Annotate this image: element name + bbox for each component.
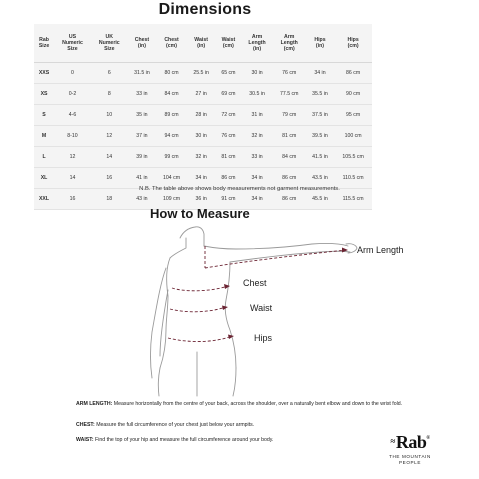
- column-header-line: (cm): [166, 43, 177, 49]
- table-cell: 16: [54, 189, 91, 210]
- how-to-measure-title: How to Measure: [150, 206, 250, 221]
- dimensions-title: Dimensions: [158, 1, 252, 18]
- size-cell: S: [34, 105, 54, 126]
- table-cell: 100 cm: [334, 126, 372, 147]
- table-cell: 28 in: [187, 105, 215, 126]
- instruction-waist: [76, 437, 406, 444]
- table-cell: 12: [54, 147, 91, 168]
- hips-measure-line: [168, 336, 232, 342]
- table-cell: 104 cm: [156, 168, 187, 189]
- rab-tagline: [368, 454, 452, 465]
- table-cell: 6: [91, 63, 128, 84]
- size-cell: M: [34, 126, 54, 147]
- instruction-arm-length-term: ARM LENGTH:: [76, 401, 113, 407]
- table-cell: 86 cm: [273, 189, 306, 210]
- table-cell: 14: [54, 168, 91, 189]
- column-header-line: Chest: [164, 36, 179, 43]
- column-header-line: Numeric: [98, 39, 120, 46]
- table-cell: 18: [91, 189, 128, 210]
- table-cell: 90 cm: [334, 84, 372, 105]
- column-header-line: (in): [197, 43, 206, 49]
- waist-label: Waist: [250, 303, 273, 313]
- table-cell: 41.5 in: [306, 147, 334, 168]
- table-cell: 86 cm: [215, 168, 241, 189]
- column-header-line: UK: [105, 33, 114, 40]
- column-header-line: Hips: [314, 36, 326, 43]
- table-cell: 80 cm: [156, 63, 187, 84]
- table-cell: 34 in: [241, 168, 272, 189]
- column-header-line: (cm): [347, 43, 359, 49]
- instruction-waist-text: Find the top of your hip and measure the full circumference around your body.: [95, 437, 274, 443]
- table-cell: 43.5 in: [306, 168, 334, 189]
- column-header-line: (cm): [222, 43, 234, 49]
- table-cell: 34 in: [306, 63, 334, 84]
- rab-wordmark-text: Rab: [395, 432, 427, 452]
- table-cell: 27 in: [187, 84, 215, 105]
- instruction-chest: [76, 422, 406, 429]
- rab-logo: [368, 432, 452, 465]
- table-cell: 76 cm: [273, 63, 306, 84]
- arm-length-measure-line: [205, 246, 346, 268]
- table-cell: 16: [91, 168, 128, 189]
- table-cell: 72 cm: [215, 105, 241, 126]
- instruction-arm-length: [76, 401, 406, 408]
- table-cell: 35.5 in: [306, 84, 334, 105]
- table-cell: 77.5 cm: [273, 84, 306, 105]
- arm-length-label: Arm Length: [357, 245, 404, 255]
- figure-torso-left: [160, 258, 170, 368]
- table-cell: 69 cm: [215, 84, 241, 105]
- column-header-line: Arm: [251, 33, 263, 40]
- table-cell: 89 cm: [156, 105, 187, 126]
- column-header-line: Hips: [347, 36, 359, 43]
- table-cell: 10: [91, 105, 128, 126]
- column-header-line: Size: [104, 46, 115, 53]
- table-cell: 0-2: [54, 84, 91, 105]
- table-cell: 105.5 cm: [334, 147, 372, 168]
- column-header-line: (in): [315, 43, 324, 49]
- table-cell: 41 in: [128, 168, 156, 189]
- table-cell: 0: [54, 63, 91, 84]
- table-cell: 110.5 cm: [334, 168, 372, 189]
- table-cell: 81 cm: [273, 126, 306, 147]
- table-cell: 14: [91, 147, 128, 168]
- size-cell: L: [34, 147, 54, 168]
- table-cell: 8: [91, 84, 128, 105]
- table-cell: 34 in: [241, 189, 272, 210]
- rab-wordmark: [368, 432, 452, 453]
- figure-torso-right: [225, 262, 236, 368]
- table-cell: 36 in: [187, 189, 215, 210]
- table-cell: 94 cm: [156, 126, 187, 147]
- table-cell: 86 cm: [334, 63, 372, 84]
- column-header-line: US: [68, 33, 77, 40]
- column-header-line: Size: [38, 43, 50, 49]
- table-cell: 81 cm: [215, 147, 241, 168]
- table-cell: 39.5 in: [306, 126, 334, 147]
- table-cell: 34 in: [187, 168, 215, 189]
- table-cell: 31.5 in: [128, 63, 156, 84]
- table-cell: 33 in: [241, 147, 272, 168]
- figure-left-arm-outer: [151, 268, 167, 378]
- table-cell: 31 in: [241, 105, 272, 126]
- table-cell: 4-6: [54, 105, 91, 126]
- column-header-line: Length: [248, 39, 266, 46]
- table-cell: 39 in: [128, 147, 156, 168]
- column-header-line: Numeric: [62, 39, 83, 46]
- column-header-line: Chest: [134, 36, 150, 43]
- table-cell: 30 in: [241, 63, 272, 84]
- table-cell: 32 in: [241, 126, 272, 147]
- mountain-waves-icon: ≈: [390, 436, 395, 446]
- column-header-line: (in): [253, 46, 262, 53]
- rab-tagline-line1: THE MOUNTAIN: [389, 454, 431, 459]
- chest-arrow-icon: [224, 284, 230, 289]
- registered-mark: ®: [426, 436, 430, 441]
- table-cell: 84 cm: [156, 84, 187, 105]
- table-cell: 43 in: [128, 189, 156, 210]
- table-cell: 99 cm: [156, 147, 187, 168]
- size-cell: XXL: [34, 189, 54, 210]
- table-cell: 8-10: [54, 126, 91, 147]
- table-cell: 86 cm: [273, 168, 306, 189]
- table-cell: 91 cm: [215, 189, 241, 210]
- figure-left-arm-inner: [160, 290, 168, 356]
- table-cell: 32 in: [187, 147, 215, 168]
- figure-leg-right: [233, 368, 236, 396]
- column-header-line: Length: [280, 39, 298, 46]
- instruction-chest-text: Measure the full circumference of your chest just below your armpits.: [96, 422, 255, 428]
- instruction-waist-term: WAIST:: [76, 437, 94, 443]
- column-header-line: Waist: [194, 36, 208, 43]
- table-cell: 109 cm: [156, 189, 187, 210]
- size-cell: XL: [34, 168, 54, 189]
- table-cell: 12: [91, 126, 128, 147]
- hips-label: Hips: [254, 333, 273, 343]
- size-cell: XXS: [34, 63, 54, 84]
- table-cell: 37 in: [128, 126, 156, 147]
- column-header-line: Rab: [39, 36, 49, 43]
- chest-measure-line: [172, 286, 228, 291]
- table-cell: 65 cm: [215, 63, 241, 84]
- waist-measure-line: [170, 307, 226, 312]
- table-cell: 76 cm: [215, 126, 241, 147]
- column-header-line: (cm): [283, 46, 295, 53]
- table-cell: 79 cm: [273, 105, 306, 126]
- table-cell: 35 in: [128, 105, 156, 126]
- table-cell: 115.5 cm: [334, 189, 372, 210]
- figure-neck-left: [170, 238, 186, 258]
- table-cell: 37.5 in: [306, 105, 334, 126]
- instruction-chest-term: CHEST:: [76, 422, 95, 428]
- figure-shoulder-right: [204, 243, 348, 249]
- figure-leg-left: [158, 368, 160, 396]
- table-cell: 45.5 in: [306, 189, 334, 210]
- column-header-line: (in): [137, 43, 146, 49]
- column-header-line: Waist: [221, 36, 236, 43]
- rab-tagline-line2: PEOPLE: [399, 459, 421, 465]
- table-cell: 25.5 in: [187, 63, 215, 84]
- table-cell: 30 in: [187, 126, 215, 147]
- size-cell: XS: [34, 84, 54, 105]
- column-header-line: Arm: [284, 33, 295, 40]
- body-measurements-note: N.B. The table above shows body measurements not garment measurements.: [139, 186, 340, 192]
- table-cell: 84 cm: [273, 147, 306, 168]
- table-cell: 95 cm: [334, 105, 372, 126]
- table-cell: 30.5 in: [241, 84, 272, 105]
- figure-head-outline: [180, 227, 204, 246]
- table-cell: 33 in: [128, 84, 156, 105]
- hips-arrow-icon: [228, 335, 234, 340]
- column-header-line: Size: [67, 46, 78, 53]
- chest-label: Chest: [243, 278, 267, 288]
- instruction-arm-length-text: Measure horizontally from the centre of your back, across the shoulder, over a naturally bent elbow and down to the wrist fold.: [113, 401, 403, 407]
